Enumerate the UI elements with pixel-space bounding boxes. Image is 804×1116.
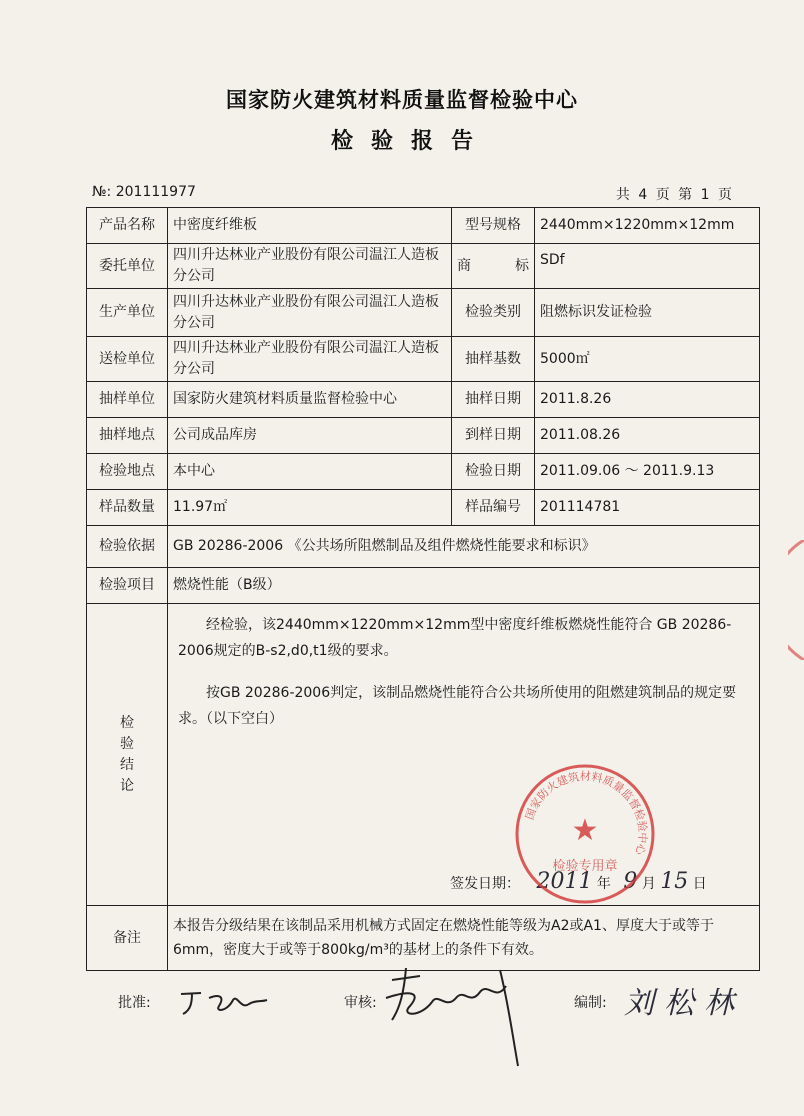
table-row	[87, 208, 760, 244]
conclusion-label-char: 论	[120, 777, 134, 794]
compile-label: 编制:	[574, 995, 607, 1011]
sender-value: 四川升达林业产业股份有限公司温江人造板分公司	[168, 337, 452, 382]
client-label: 委托单位	[87, 244, 168, 289]
conclusion-row	[87, 604, 760, 906]
conclusion-paragraph-1: 经检验，该2440mm×1220mm×12mm型中密度纤维板燃烧性能符合 GB 20286-2006规定的B-s2,d0,t1级的要求。	[178, 617, 732, 659]
brand-label: 商标	[452, 244, 535, 289]
table-row	[87, 526, 760, 568]
conclusion-label-char: 结	[120, 756, 134, 773]
remarks-text: 本报告分级结果在该制品采用机械方式固定在燃烧性能等级为A2或A1、厚度大于或等于6mm，密度大于或等于800kg/m³的基材上的条件下有效。	[168, 906, 760, 971]
sampling-date-value: 2011.8.26	[535, 382, 760, 418]
issue-day: 15	[660, 869, 689, 894]
producer-label: 生产单位	[87, 289, 168, 337]
table-row	[87, 289, 760, 337]
day-char: 日	[692, 876, 707, 892]
sender-label: 送检单位	[87, 337, 168, 382]
partial-stamp-edge	[788, 540, 804, 660]
sampler-value: 国家防火建筑材料质量监督检验中心	[168, 382, 452, 418]
remarks-row	[87, 906, 760, 971]
stamp-center-text: 检验专用章	[552, 859, 618, 874]
table-row	[87, 418, 760, 454]
star-icon: ★	[571, 813, 599, 848]
page-info: 共 4 页 第 1 页	[615, 187, 732, 203]
conclusion-body	[168, 604, 760, 906]
sampling-place-label: 抽样地点	[87, 418, 168, 454]
table-row	[87, 337, 760, 382]
basis-label: 检验依据	[87, 526, 168, 568]
product-name-value: 中密度纤维板	[168, 208, 452, 244]
test-date-value: 2011.09.06 ～ 2011.9.13	[535, 454, 760, 490]
approve-label: 批准:	[118, 995, 151, 1011]
quantity-value: 11.97㎡	[168, 490, 452, 526]
items-value: 燃烧性能（B级）	[168, 568, 760, 604]
table-row	[87, 454, 760, 490]
sample-no-label: 样品编号	[452, 490, 535, 526]
report-title: 检验报告	[330, 129, 491, 154]
conclusion-paragraph-2: 按GB 20286-2006判定，该制品燃烧性能符合公共场所使用的阻燃建筑制品的规定要求。（以下空白）	[178, 685, 737, 727]
month-char: 月	[641, 876, 656, 892]
test-type-value: 阻燃标识发证检验	[535, 289, 760, 337]
sample-base-label: 抽样基数	[452, 337, 535, 382]
table-row	[87, 382, 760, 418]
client-value: 四川升达林业产业股份有限公司温江人造板分公司	[168, 244, 452, 289]
conclusion-label	[87, 604, 168, 906]
report-table	[86, 207, 760, 971]
approver-signature	[175, 984, 270, 1018]
inspection-stamp	[513, 762, 657, 906]
producer-value: 四川升达林业产业股份有限公司温江人造板分公司	[168, 289, 452, 337]
issue-month: 9	[623, 869, 638, 894]
test-type-label: 检验类别	[452, 289, 535, 337]
remarks-label: 备注	[87, 906, 168, 971]
issue-year: 2011	[536, 869, 593, 894]
stamp-ring-text: 国家防火建筑材料质量监督检验中心	[523, 769, 650, 857]
sample-no-value: 201114781	[535, 490, 760, 526]
sample-base-value: 5000㎡	[535, 337, 760, 382]
product-name-label: 产品名称	[87, 208, 168, 244]
test-place-label: 检验地点	[87, 454, 168, 490]
arrival-date-value: 2011.08.26	[535, 418, 760, 454]
sampling-place-value: 公司成品库房	[168, 418, 452, 454]
compiler-signature: 刘松林	[624, 986, 744, 1021]
test-place-value: 本中心	[168, 454, 452, 490]
arrival-date-label: 到样日期	[452, 418, 535, 454]
reviewer-signature	[380, 962, 530, 1072]
org-title: 国家防火建筑材料质量监督检验中心	[226, 88, 578, 112]
sampler-label: 抽样单位	[87, 382, 168, 418]
test-date-label: 检验日期	[452, 454, 535, 490]
year-char: 年	[596, 876, 611, 892]
table-row	[87, 244, 760, 289]
review-label: 审核:	[344, 995, 377, 1011]
conclusion-label-char: 验	[120, 735, 134, 752]
basis-value: GB 20286-2006 《公共场所阻燃制品及组件燃烧性能要求和标识》	[168, 526, 760, 568]
document-number: №: 201111977	[92, 184, 196, 200]
model-value: 2440mm×1220mm×12mm	[535, 208, 760, 244]
quantity-label: 样品数量	[87, 490, 168, 526]
items-label: 检验项目	[87, 568, 168, 604]
model-label: 型号规格	[452, 208, 535, 244]
table-row	[87, 568, 760, 604]
issue-date-label: 签发日期：	[450, 876, 520, 892]
table-row	[87, 490, 760, 526]
sampling-date-label: 抽样日期	[452, 382, 535, 418]
brand-value: SDf	[535, 244, 760, 289]
conclusion-label-char: 检	[120, 714, 134, 731]
